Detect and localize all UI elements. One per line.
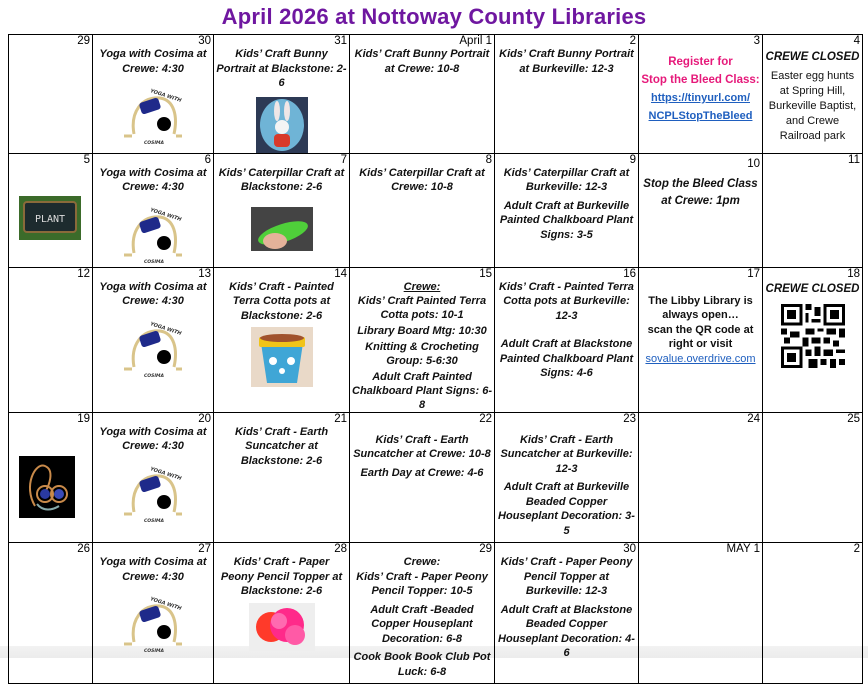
- event: Knitting & Crocheting Group: 5-6:30: [365, 340, 479, 367]
- event: Yoga with Cosima at Crewe: 4:30: [99, 280, 207, 307]
- day-number: 2: [629, 35, 636, 47]
- register-text: Stop the Bleed Class:: [641, 74, 760, 86]
- caterpillar-craft-image-icon: [251, 207, 313, 251]
- day-cell[interactable]: [763, 35, 863, 154]
- event: Kids’ Caterpillar Craft at Blackstone: 2-6: [218, 166, 345, 193]
- event: Kids’ Craft - Painted Terra Cotta pots at Burkeville: 12-3: [499, 280, 634, 322]
- day-number: 25: [847, 412, 860, 425]
- event: Cook Book Book Club Pot Luck: 6-8: [353, 651, 491, 678]
- day-number: 18: [847, 267, 860, 280]
- stop-the-bleed-link[interactable]: NCPLStopTheBleed: [648, 110, 753, 122]
- libby-text: right or visit: [668, 338, 733, 350]
- day-cell[interactable]: [763, 267, 863, 412]
- day-cell[interactable]: [214, 35, 350, 154]
- event: Yoga with Cosima at Crewe: 4:30: [99, 166, 207, 193]
- day-cell[interactable]: [93, 153, 214, 267]
- yoga-with-cosima-logo-icon: [120, 315, 186, 379]
- event: Kids’ Craft Bunny Portrait at Blackstone: 2-6: [216, 48, 347, 89]
- yoga-with-cosima-logo-icon: [120, 82, 186, 146]
- day-number: 4: [853, 35, 860, 47]
- day-number: 30: [623, 543, 636, 555]
- day-number: 31: [334, 35, 347, 47]
- day-cell[interactable]: [639, 267, 763, 412]
- beaded-copper-image-icon: [19, 456, 75, 518]
- day-number: 11: [848, 153, 860, 166]
- event: Kids’ Craft - Paper Peony Pencil Topper: 10-5: [356, 570, 488, 597]
- note-line: at Spring Hill,: [779, 84, 846, 97]
- day-number: 19: [77, 412, 90, 425]
- bunny-portrait-image-icon: [256, 97, 308, 153]
- day-number: 22: [479, 412, 492, 425]
- location-heading: Crewe:: [403, 280, 441, 293]
- event: Kids’ Craft - Earth Suncatcher at Burkeville: 12-3: [500, 433, 633, 475]
- day-number: 20: [198, 412, 211, 425]
- yoga-with-cosima-logo-icon: [120, 460, 186, 524]
- day-cell[interactable]: [639, 35, 763, 154]
- day-cell[interactable]: [763, 543, 863, 684]
- note-line: Burkeville Baptist,: [768, 99, 857, 112]
- event: Kids’ Craft - Paper Peony Pencil Topper at Burkeville: 12-3: [500, 556, 633, 597]
- day-number: 26: [77, 543, 90, 555]
- week-row-4: [9, 412, 863, 543]
- day-number: 5: [83, 153, 90, 166]
- day-cell[interactable]: [639, 412, 763, 543]
- day-number: 12: [77, 267, 90, 280]
- qr-code-icon[interactable]: [781, 304, 845, 368]
- week-row-1: [9, 35, 863, 154]
- day-number: 17: [747, 267, 760, 280]
- svg-text:PLANT: PLANT: [34, 213, 66, 225]
- event: Adult Craft -Beaded Copper Houseplant Decoration: 6-8: [370, 603, 474, 645]
- day-number: 15: [479, 267, 492, 280]
- event: Adult Craft at Blackstone Painted Chalkboard Plant Signs: 4-6: [499, 338, 634, 379]
- day-cell[interactable]: [639, 543, 763, 684]
- day-cell[interactable]: [93, 412, 214, 543]
- day-cell[interactable]: [214, 543, 350, 684]
- calendar-title: April 2026 at Nottoway County Libraries: [221, 4, 647, 29]
- paper-peony-image-icon: [249, 603, 315, 651]
- event: Kids’ Craft - Painted Terra Cotta pots at Blackstone: 2-6: [229, 280, 334, 322]
- day-cell[interactable]: [350, 412, 495, 543]
- event: Earth Day at Crewe: 4-6: [360, 466, 484, 479]
- day-number: 2: [853, 543, 860, 555]
- day-number: 23: [623, 412, 636, 425]
- day-number: 24: [747, 412, 760, 425]
- day-cell[interactable]: [214, 153, 350, 267]
- libby-text: always open…: [662, 309, 739, 321]
- day-cell[interactable]: [350, 543, 495, 684]
- note-line: Easter egg hunts: [770, 69, 855, 82]
- day-number: 8: [485, 153, 492, 166]
- day-cell[interactable]: [350, 35, 495, 154]
- day-number: 29: [77, 35, 90, 47]
- day-number: 14: [334, 267, 347, 280]
- event: Kids’ Craft - Paper Peony Pencil Topper at Blackstone: 2-6: [220, 556, 343, 597]
- event: Adult Craft at Burkeville Painted Chalkboard Plant Signs: 3-5: [499, 199, 634, 241]
- day-cell[interactable]: [763, 153, 863, 267]
- plant-sign-image-icon: [19, 196, 81, 240]
- day-number: 13: [198, 267, 211, 280]
- day-number: 9: [629, 153, 636, 166]
- day-cell[interactable]: [93, 543, 214, 684]
- event: Kids’ Craft Painted Terra Cotta pots: 10-1: [357, 294, 487, 321]
- event: Kids’ Craft - Earth Suncatcher at Blackstone: 2-6: [234, 425, 329, 467]
- day-number: 10: [747, 157, 760, 170]
- day-cell[interactable]: [350, 267, 495, 412]
- closed-notice: CREWE CLOSED: [765, 51, 860, 63]
- day-cell[interactable]: [350, 153, 495, 267]
- overdrive-link[interactable]: sovalue.overdrive.com: [645, 352, 756, 365]
- day-cell[interactable]: [495, 412, 639, 543]
- register-text: Register for: [668, 56, 733, 68]
- event: Kids’ Caterpillar Craft at Burkeville: 12-3: [503, 166, 630, 193]
- day-cell[interactable]: [763, 412, 863, 543]
- yoga-with-cosima-logo-icon: [120, 201, 186, 265]
- week-row-2: [9, 153, 863, 267]
- day-cell[interactable]: [214, 267, 350, 412]
- day-number: April 1: [459, 35, 492, 47]
- terra-cotta-pot-image-icon: [251, 327, 313, 387]
- day-number: 28: [334, 543, 347, 555]
- day-number: 21: [334, 412, 347, 425]
- day-cell[interactable]: [9, 153, 93, 267]
- event: Kids’ Craft - Earth Suncatcher at Crewe: 10-8: [353, 433, 491, 460]
- stop-the-bleed-link[interactable]: https://tinyurl.com/: [651, 92, 750, 104]
- event: Library Board Mtg: 10:30: [357, 324, 487, 337]
- day-number: 16: [623, 267, 636, 280]
- day-cell[interactable]: [495, 543, 639, 684]
- event: Kids’ Craft Bunny Portrait at Crewe: 10-8: [354, 48, 490, 75]
- event: Adult Craft at Burkeville Beaded Copper Houseplant Decoration: 3-5: [498, 481, 635, 537]
- day-number: 6: [204, 153, 211, 166]
- day-cell[interactable]: [639, 153, 763, 267]
- calendar-grid: [8, 34, 863, 684]
- location-heading: Crewe:: [403, 556, 441, 568]
- day-number: 30: [198, 35, 211, 47]
- day-number: 3: [753, 35, 760, 47]
- libby-text: scan the QR code at: [647, 323, 754, 336]
- day-cell[interactable]: [495, 35, 639, 154]
- day-cell[interactable]: [9, 267, 93, 412]
- closed-notice: CREWE CLOSED: [765, 282, 860, 295]
- event: Kids’ Caterpillar Craft at Crewe: 10-8: [359, 166, 485, 193]
- week-row-3: [9, 267, 863, 412]
- day-cell[interactable]: [214, 412, 350, 543]
- event: Adult Craft Painted Chalkboard Plant Signs: 6-8: [352, 370, 492, 411]
- day-number: 27: [198, 543, 211, 555]
- day-cell[interactable]: [9, 35, 93, 154]
- note-line: Railroad park: [779, 129, 846, 142]
- event: Yoga with Cosima at Crewe: 4:30: [99, 425, 207, 452]
- day-cell[interactable]: [93, 267, 214, 412]
- event: Adult Craft at Blackstone Beaded Copper Houseplant Decoration: 4-6: [498, 603, 635, 659]
- event: Stop the Bleed Class at Crewe: 1pm: [643, 177, 758, 207]
- day-cell[interactable]: [495, 153, 639, 267]
- event: Yoga with Cosima at Crewe: 4:30: [99, 48, 207, 75]
- note-line: and Crewe: [785, 114, 840, 127]
- week-row-5: [9, 543, 863, 684]
- event: Yoga with Cosima at Crewe: 4:30: [99, 556, 207, 583]
- libby-text: The Libby Library is: [648, 294, 753, 307]
- day-cell[interactable]: [9, 412, 93, 543]
- day-cell[interactable]: [93, 35, 214, 154]
- day-cell[interactable]: [9, 543, 93, 684]
- event: Kids’ Craft Bunny Portrait at Burkeville: 12-3: [499, 48, 634, 75]
- day-cell[interactable]: [495, 267, 639, 412]
- day-number: 7: [340, 153, 347, 166]
- day-number: MAY 1: [726, 543, 760, 555]
- yoga-with-cosima-logo-icon: [120, 590, 186, 654]
- day-number: 29: [479, 543, 492, 555]
